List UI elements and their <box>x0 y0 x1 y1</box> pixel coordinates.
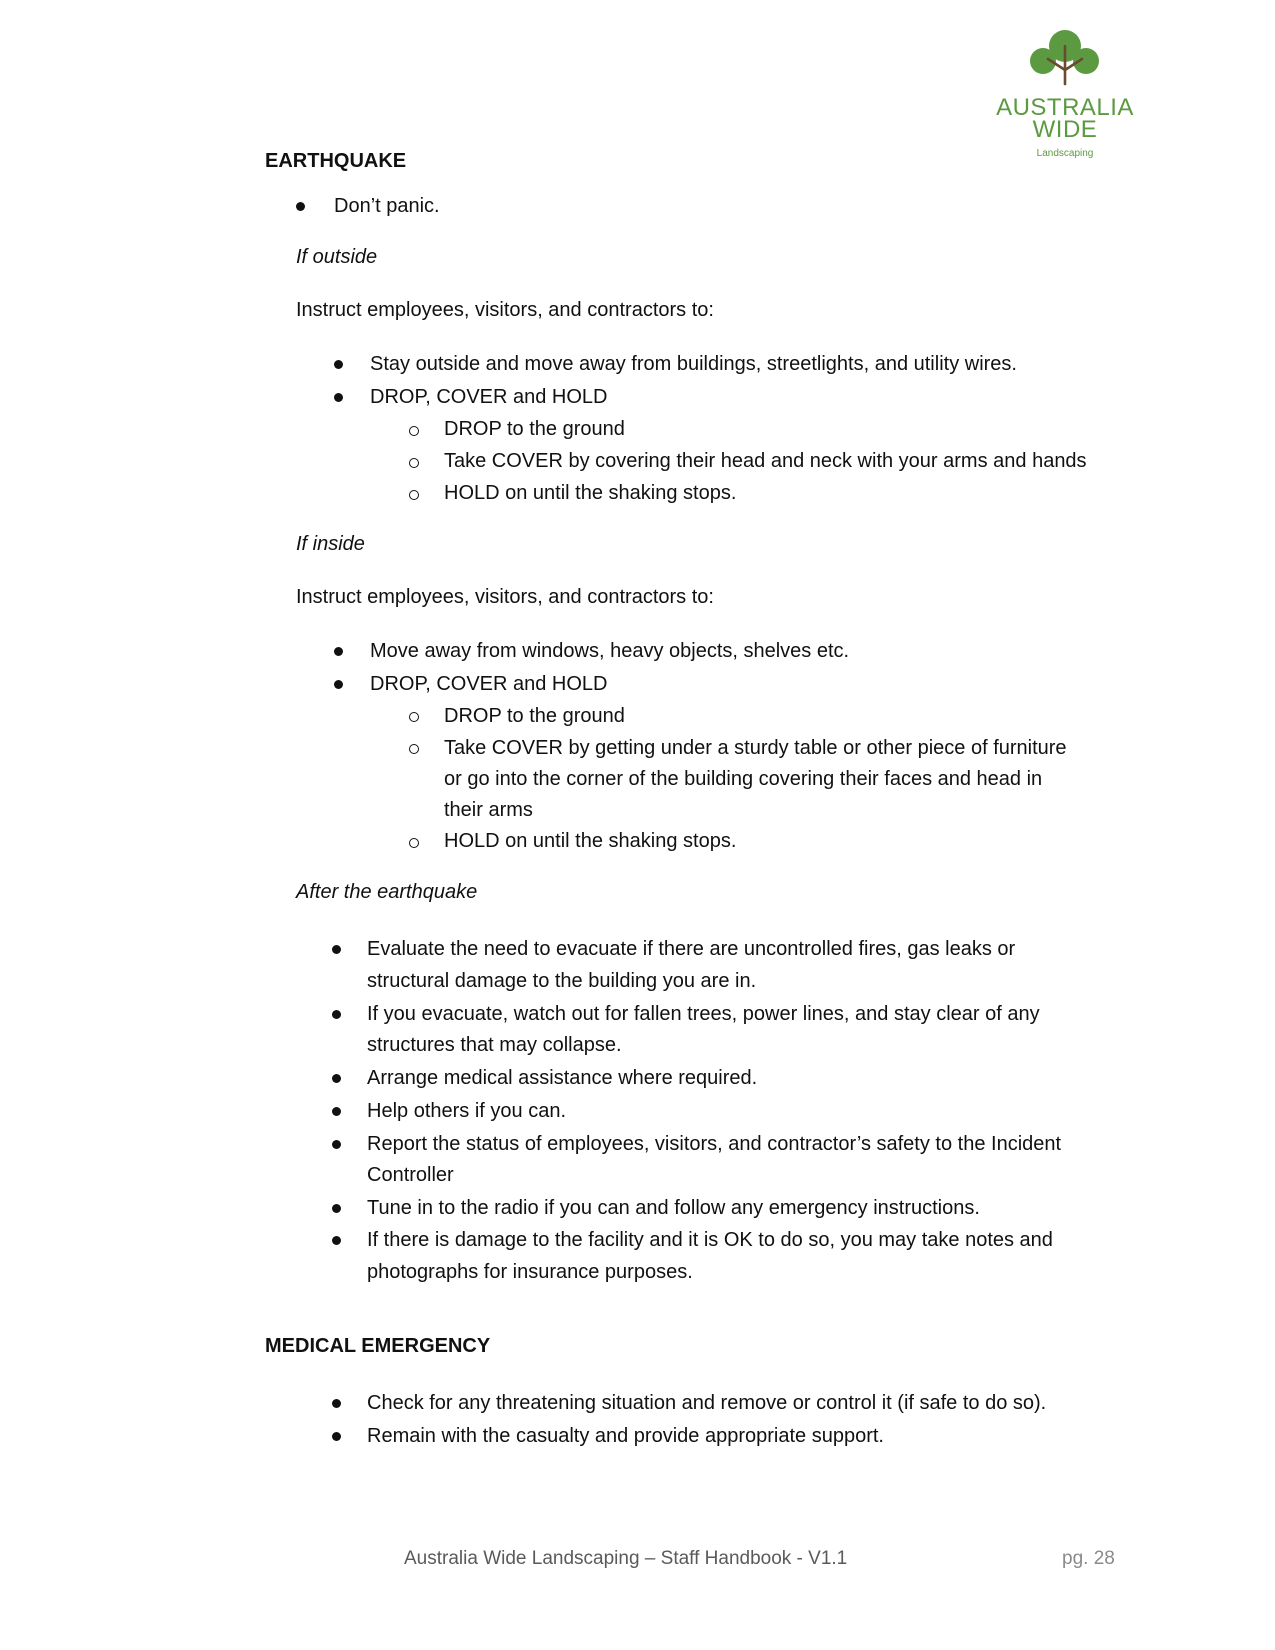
after-subheading: After the earthquake <box>296 881 478 903</box>
sub-bullet <box>409 490 419 500</box>
sub-bullet <box>409 712 419 722</box>
sub-bullet <box>409 838 419 848</box>
bullet <box>332 1074 341 1083</box>
bullet <box>332 945 341 954</box>
medical-bullet-2: Remain with the casualty and provide appropriate support. <box>367 1425 884 1447</box>
bullet <box>332 1236 341 1245</box>
after-line-8: Controller <box>367 1164 454 1186</box>
bullet <box>332 1432 341 1441</box>
sub-bullet <box>409 458 419 468</box>
footer-title: Australia Wide Landscaping – Staff Handbook - V1.1 <box>404 1548 848 1569</box>
outside-instruct: Instruct employees, visitors, and contractors to: <box>296 299 714 321</box>
inside-sub-bullet-3: HOLD on until the shaking stops. <box>444 830 737 852</box>
after-line-10: If there is damage to the facility and it is OK to do so, you may take notes and <box>367 1229 1053 1251</box>
after-line-9: Tune in to the radio if you can and follow any emergency instructions. <box>367 1197 980 1219</box>
after-line-1: Evaluate the need to evacuate if there are uncontrolled fires, gas leaks or <box>367 938 1016 960</box>
page-number: pg. 28 <box>1062 1548 1115 1569</box>
bullet <box>332 1140 341 1149</box>
bullet <box>332 1107 341 1116</box>
inside-bullet-1: Move away from windows, heavy objects, shelves etc. <box>370 640 850 662</box>
outside-sub-bullet-1: DROP to the ground <box>444 418 625 440</box>
inside-sub-bullet-2-cont: or go into the corner of the building covering their faces and head in <box>444 768 1043 790</box>
logo-text-line1: AUSTRALIA <box>996 94 1134 121</box>
bullet <box>334 360 343 369</box>
bullet <box>334 393 343 402</box>
inside-instruct: Instruct employees, visitors, and contractors to: <box>296 586 714 608</box>
company-logo <box>990 28 1140 168</box>
outside-bullet-2: DROP, COVER and HOLD <box>370 386 608 408</box>
inside-sub-bullet-1: DROP to the ground <box>444 705 625 727</box>
bullet <box>332 1399 341 1408</box>
outside-subheading: If outside <box>296 246 378 268</box>
outside-bullet-1: Stay outside and move away from buildings, streetlights, and utility wires. <box>370 353 1017 375</box>
outside-sub-bullet-2: Take COVER by covering their head and neck with your arms and hands <box>444 450 1087 472</box>
inside-sub-bullet-2-cont: their arms <box>444 799 533 821</box>
sub-bullet <box>409 426 419 436</box>
earthquake-heading: EARTHQUAKE <box>265 150 407 172</box>
logo-text-line3: Landscaping <box>1036 148 1094 159</box>
outside-sub-bullet-3: HOLD on until the shaking stops. <box>444 482 737 504</box>
after-line-5: Arrange medical assistance where required. <box>367 1067 758 1089</box>
sub-bullet <box>409 744 419 754</box>
tree-icon <box>990 28 1140 88</box>
bullet <box>334 680 343 689</box>
after-line-3: If you evacuate, watch out for fallen trees, power lines, and stay clear of any <box>367 1003 1040 1025</box>
after-line-2: structural damage to the building you are in. <box>367 970 757 992</box>
bullet <box>332 1204 341 1213</box>
after-line-11: photographs for insurance purposes. <box>367 1261 693 1283</box>
intro-bullet-text: Don’t panic. <box>334 195 440 217</box>
medical-bullet-1: Check for any threatening situation and remove or control it (if safe to do so). <box>367 1392 1047 1414</box>
after-line-7: Report the status of employees, visitors, and contractor’s safety to the Incident <box>367 1133 1062 1155</box>
logo-text-line2: WIDE <box>1032 116 1098 143</box>
bullet <box>296 202 305 211</box>
medical-heading: MEDICAL EMERGENCY <box>265 1335 491 1357</box>
after-line-4: structures that may collapse. <box>367 1034 622 1056</box>
bullet <box>332 1010 341 1019</box>
inside-bullet-2: DROP, COVER and HOLD <box>370 673 608 695</box>
after-line-6: Help others if you can. <box>367 1100 566 1122</box>
bullet <box>334 647 343 656</box>
inside-sub-bullet-2: Take COVER by getting under a sturdy table or other piece of furniture <box>444 737 1067 759</box>
inside-subheading: If inside <box>296 533 365 555</box>
